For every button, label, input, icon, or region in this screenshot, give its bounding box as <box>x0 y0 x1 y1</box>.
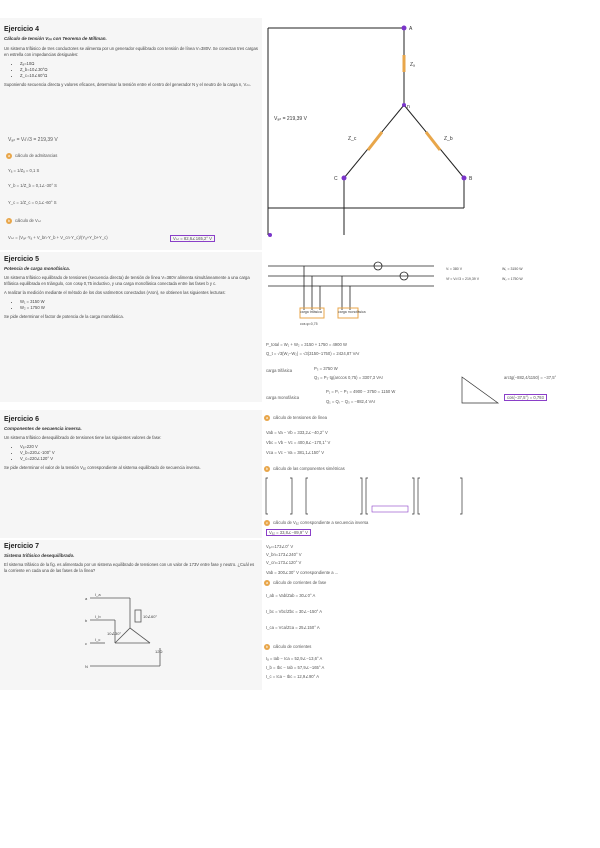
ex5-p-total: P_total = W₁ + W₂ = 3150 + 1750 = 4900 W <box>266 342 347 347</box>
ex4-list <box>4 61 258 79</box>
ex6-intro: Un sistema trifásico desequilibrado de tensiones tiene las siguientes valores de fase: <box>4 435 162 440</box>
ex7-v2: V_bn=173∠240° V <box>266 552 302 557</box>
fig-label: a <box>85 596 88 601</box>
list-item: • Z_b=10∠30°Ω <box>20 67 258 73</box>
fig-label: 10∠30° <box>107 631 122 636</box>
ex5-vl: Vₗ = 380 V <box>446 267 463 271</box>
fig-label: c <box>85 641 87 646</box>
fig-label: b <box>85 618 88 623</box>
z-b-label: Z_b <box>444 136 453 142</box>
ex5-carga-3: carga trifásica <box>266 368 293 373</box>
ex4-step-a: a cálculo de admitancias <box>7 153 58 159</box>
node-dot <box>268 233 272 237</box>
ex5-carga-1: carga monofásica <box>266 395 300 400</box>
ex7-r3: I_c = Ica − Ibc = 12,9∠90° A <box>266 674 320 679</box>
right-column <box>264 0 600 848</box>
list-item: • W₁ = 3150 W <box>20 299 258 305</box>
ex5-q1: Q₁ = Qₜ − Q₃ = −882,4 VAr <box>326 399 376 404</box>
ex4-formula: Vₐₙ = Vₗ/√3 = 219,39 V <box>8 137 58 143</box>
step-a-icon: a <box>265 415 269 420</box>
ex5-para2: Se pide determinar el factor de potencia de la carga monofásica. <box>4 314 124 319</box>
ex4-intro: Un sistema trifásico de tres conductores se alimenta por un generador equilibrado con tensión de línea V=380V. Se conectan tres cargas en estrella con impedancias desiguales: <box>4 46 258 57</box>
node-a-dot <box>402 26 407 31</box>
ex7-title: Ejercicio 7 <box>4 543 40 550</box>
z-b-resistor <box>426 132 440 150</box>
van-label: Vₐₙ = 219,39 V <box>274 116 307 122</box>
list-item: • W₂ = 1750 W <box>20 305 258 311</box>
load-3ph-label: carga trifásica <box>300 310 322 314</box>
ex6-title: Ejercicio 6 <box>4 416 40 423</box>
node-b-label: B <box>469 176 473 182</box>
fig-label: I_b <box>95 614 101 619</box>
ex6-l2: Vbc = Vb − Vc = 400,8∠−170,1° V <box>266 440 331 445</box>
ex6-subtitle: Componentes de secuencia inversa. <box>4 426 82 431</box>
cos-label: cos φ=0,75 <box>300 322 318 326</box>
node-b-dot <box>462 176 467 181</box>
ex5-p3: P₃ = 3750 W <box>314 366 338 371</box>
step-a-icon: a <box>7 153 11 158</box>
ex6-matrix <box>264 476 464 516</box>
ex7-v3: V_cn=173∠120° V <box>266 560 302 565</box>
ex7-circuit-figure <box>85 588 175 683</box>
ex4-para: Suponiendo secuencia directa y valores eficaces, determinar la tensión entre el centro del generador N y el neutro de la carga n, Vₙₙ. <box>4 82 251 87</box>
ex5-vf: Vf = Vₗ/√3 = 219,39 V <box>446 277 480 281</box>
ex7-ia: I_ab = Vab/Zab = 30∠0° A <box>266 593 316 598</box>
fig-label: N <box>85 664 88 669</box>
ex7-v1: Vₐₙ=173∠0° V <box>266 544 294 549</box>
ex5-para: A realizar la medición mediante el método de los dos vatímetros conectados (Aron), se obtienen las siguientes lecturas: <box>4 290 226 295</box>
ex5-q3: Q₃ = P₃·tg(arccos 0,75) = 3307,3 VAr <box>314 375 383 380</box>
step-b-icon: b <box>265 644 269 649</box>
ex7-intro: El sistema trifásico de la fig. es alimentado por un sistema equilibrado de tensiones con un valor de 173V entre fase y neutro. ¿Cuál es la corriente en cada una de las fases de la línea? <box>4 562 255 573</box>
ex6-result: Vₐ₂ = 33,8∠−89,9° V <box>266 530 311 535</box>
list-item: • Vₐ=220 V <box>20 444 258 450</box>
ex5-q-total: Q_t = √3(W₁−W₂) = √3(3150−1750) = 2424,87 VAr <box>266 351 360 356</box>
ex6-para: Se pide determinar el valor de la tensión Vₐ₂ correspondiente al sistema equilibrado de secuencia inversa. <box>4 465 201 470</box>
ex4-title: Ejercicio 4 <box>4 26 40 33</box>
ex4-subtitle: Cálculo de tensión Vₙₙ con Teorema de Millman. <box>4 36 107 41</box>
ex5-w2: W₂ = 1750 W <box>502 277 523 281</box>
ex7-step-b: b cálculo de corrientes <box>265 644 312 650</box>
ex5-title: Ejercicio 5 <box>4 256 40 263</box>
ex7-section <box>4 543 258 577</box>
ex7-ib: I_bc = Vbc/Zbc = 30∠−150° A <box>266 609 323 614</box>
ex5-cos: cos(−37,5°) = 0,793 <box>504 395 547 400</box>
ex6-l3: Vca = Vc − Va = 381,1∠150° V <box>266 450 325 455</box>
ex5-intro: Un sistema trifásico equilibrado de tensiones (secuencia directa) de tensión de línea V=380V alimenta simultáneamente a una carga trifásica equilibrada en triángulo, con cosφ 0,75 inductivo, y una carga monofásica conectada entre las fases b y c. <box>4 275 250 286</box>
ex4-y1: Yₐ = 1/Zₐ = 0,1 S <box>8 168 40 173</box>
list-item: • V_c=220∠120° V <box>20 456 258 462</box>
ex5-list <box>4 299 258 311</box>
ex5-w1: W₁ = 3150 W <box>502 267 523 271</box>
list-item: • V_b=220∠-100° V <box>20 450 258 456</box>
z-c-label: Z_c <box>348 136 357 142</box>
ex6-section <box>4 416 258 474</box>
ex7-r1: Iₐ = Iab − Ica = 52,9∠−13,6° A <box>266 656 323 661</box>
fig-label: I_c <box>95 637 101 642</box>
ex6-step-a: a cálculo de tensiones de línea <box>265 415 328 421</box>
ex4-vnn: Vₙₙ = (Vₐₙ·Yₐ + V_bn·Y_b + V_cn·Y_c)/(Yₐ+Y_b+Y_c) <box>8 235 108 240</box>
ex4-y2: Y_b = 1/Z_b = 0,1∠-30° S <box>8 183 57 188</box>
node-c-label: C <box>334 176 338 182</box>
step-a-icon: a <box>265 580 269 585</box>
node-c-dot <box>342 176 347 181</box>
ex7-subtitle: Sistema trifásico desequilibrado. <box>4 553 75 558</box>
power-triangle <box>460 375 500 405</box>
ex6-step-c: c cálculo de Vₐ₂ correspondiente a secuencia inversa <box>266 520 369 526</box>
z-a-label: Zₐ <box>410 62 415 68</box>
node-n-dot <box>402 103 406 107</box>
node-a-label: A <box>409 26 413 32</box>
step-c-icon: c <box>266 520 268 525</box>
ex5-section <box>4 256 258 323</box>
fig-label: 12Ω <box>155 649 163 654</box>
ex4-vnn-result: Vₙₙ = 82,6∠165,2° V <box>170 236 215 241</box>
ex7-note: Vab = 300∠30° V correspondiente a ... <box>266 570 339 575</box>
fig-label: I_a <box>95 592 101 597</box>
ex4-step-b: b cálculo de Vₙₙ <box>7 218 42 224</box>
step-b-icon: b <box>265 466 269 471</box>
ex6-step-b: b cálculo de las componentes simétricas <box>265 466 345 472</box>
load-1ph-label: carga monofásica <box>338 310 366 314</box>
ex4-y3: Y_c = 1/Z_c = 0,1∠-60° S <box>8 200 57 205</box>
step-b-icon: b <box>7 218 11 223</box>
ex7-step-a: a cálculo de corrientes de fase <box>265 580 327 586</box>
list-item: • Z_c=10∠60°Ω <box>20 73 258 79</box>
node-n-label: n <box>407 104 410 110</box>
ex7-r2: I_b = Ibc − Iab = 57,9∠−165° A <box>266 665 325 670</box>
ex4-star-diagram <box>264 20 504 240</box>
fig-label: 10∠60° <box>143 614 158 619</box>
ex6-l1: Vab = Va − Vb = 333,2∠−40,2° V <box>266 430 328 435</box>
z-c-resistor <box>368 132 382 150</box>
ex4-section <box>4 26 258 91</box>
ex5-arctg: arctg(−882,4/1150) = −37,5° <box>504 375 557 380</box>
ex6-list <box>4 444 258 462</box>
ex5-circuit-diagram <box>264 258 600 338</box>
ex5-subtitle: Potencia de carga monofásica. <box>4 266 71 271</box>
ex5-p1: P₁ = Pₜ − P₃ = 4900 − 3750 = 1150 W <box>326 389 396 394</box>
list-item: • Zₐ=10Ω <box>20 61 258 67</box>
ex7-ic: I_ca = Vca/Zca = 25∠150° A <box>266 625 320 630</box>
